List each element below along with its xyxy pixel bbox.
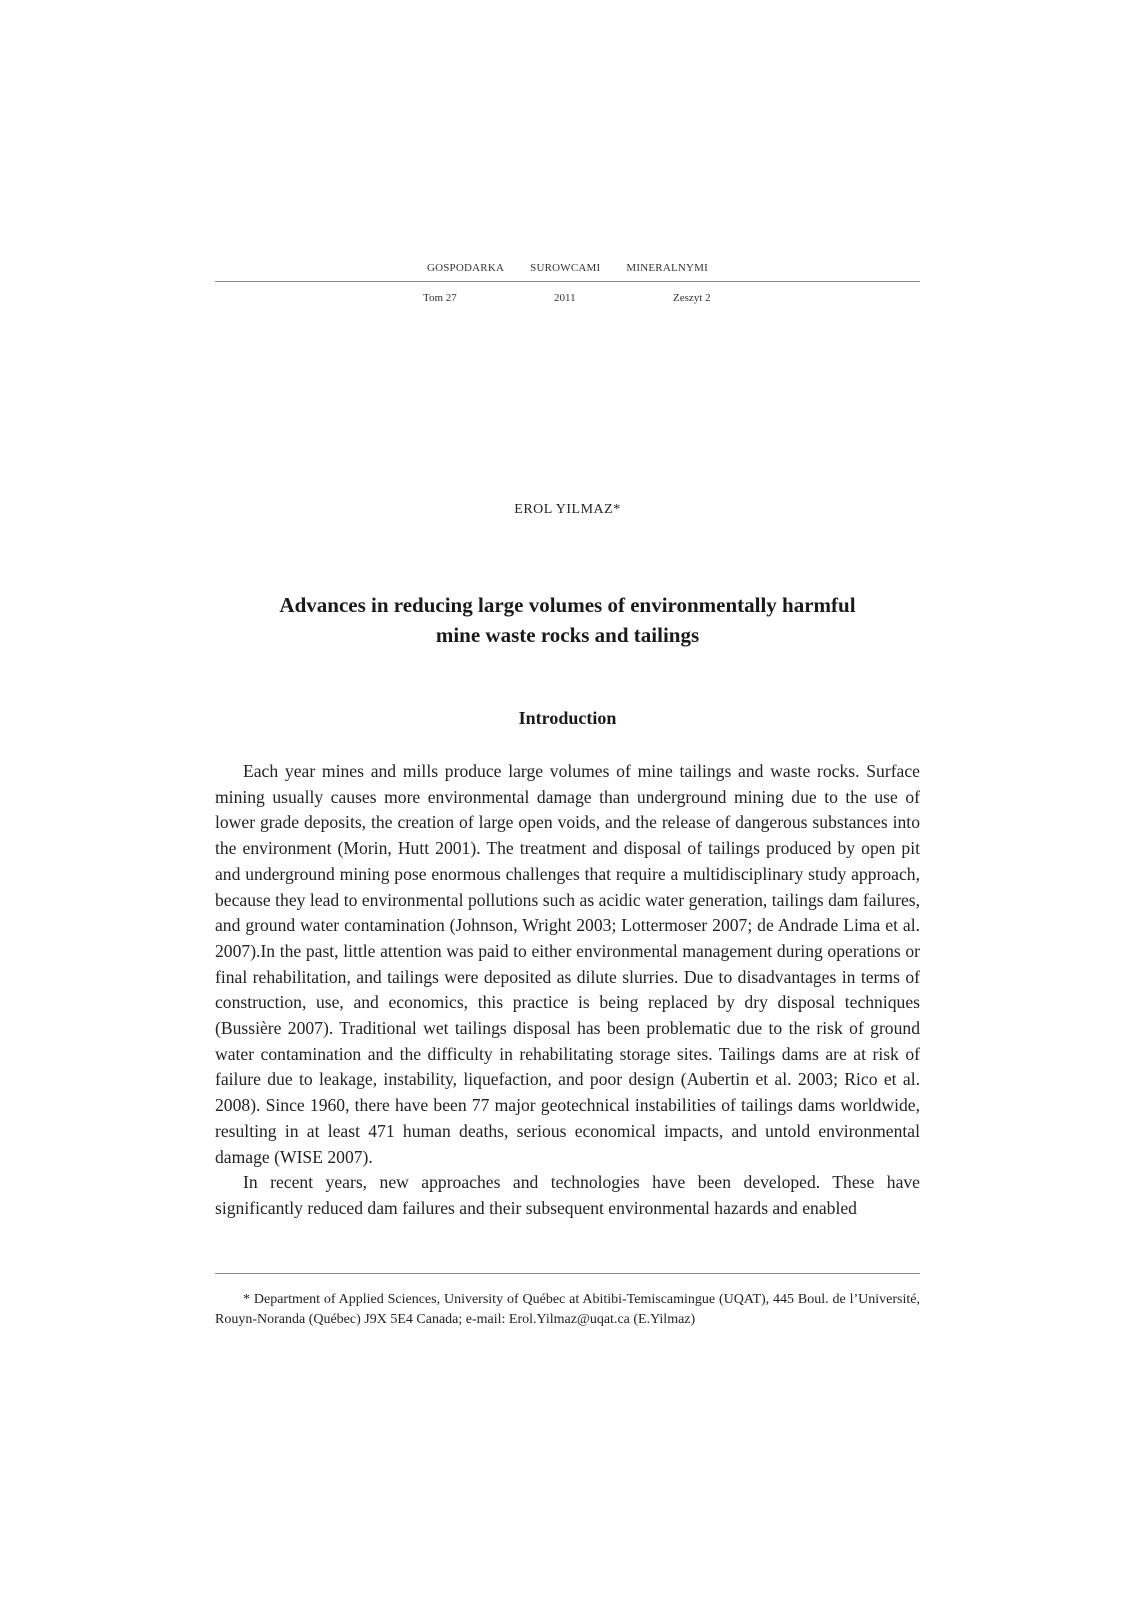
journal-name-word: GOSPODARKA [426, 262, 505, 274]
article-title-line: Advances in reducing large volumes of environmentally harmful [279, 593, 856, 617]
issue-info [215, 292, 920, 312]
footnote-divider [215, 1273, 920, 1274]
article-title-line: mine waste rocks and tailings [435, 623, 700, 647]
footnote: * Department of Applied Sciences, University of Québec at Abitibi-Temiscamingue (UQAT), 445 Boul. de l’Université, Rouyn-Noranda (Québec) J9X 5E4 Canada; e-mail: Erol.Yilmaz@uqat.ca (E.Yilmaz) [215, 1292, 920, 1327]
journal-issue: Zeszyt 2 [673, 292, 711, 304]
article-title [215, 590, 920, 650]
journal-name-word: MINERALNYMI [626, 262, 709, 274]
journal-volume: Tom 27 [423, 292, 457, 304]
journal-name [215, 262, 920, 278]
section-heading: Introduction [518, 708, 617, 728]
journal-name-word: SUROWCAMI [530, 262, 601, 274]
paragraph: Each year mines and mills produce large volumes of mine tailings and waste rocks. Surface mining usually causes more environmental damage than underground mining due to the use of lower grade deposits, the creation of large open voids, and the release of dangerous substances into the environment (Morin, Hutt 2001). The treatment and disposal of tailings produced by open pit and underground mining pose enormous challenges that require a multidisciplinary study approach, because they lead to environmental pollutions such as acidic water generation, tailings dam failures, and ground water contamination (Johnson, Wright 2003; Lottermoser 2007; de Andrade Lima et al. 2007).In the past, little attention was paid to either environmental management during operations or final rehabilitation, and tailings were deposited as dilute slurries. Due to disadvantages in terms of construction, use, and economics, this practice is being replaced by dry disposal techniques (Bussière 2007). Traditional wet tailings disposal has been problematic due to the risk of ground water contamination and the difficulty in rehabilitating storage sites. Tailings dams are at risk of failure due to leakage, instability, liquefaction, and poor design (Aubertin et al. 2003; Rico et al. 2008). Since 1960, there have been 77 major geotechnical instabilities of tailings dams worldwide, resulting in at least 471 human deaths, serious economical impacts, and untold environmental damage (WISE 2007). [215, 761, 920, 1167]
header-divider [215, 281, 920, 282]
journal-header [215, 262, 920, 312]
journal-year: 2011 [554, 292, 576, 304]
paragraph: In recent years, new approaches and technologies have been developed. These have significantly reduced dam failures and their subsequent environmental hazards and enabled [215, 1172, 920, 1218]
body-text [215, 759, 920, 1222]
author-name: EROL YILMAZ* [514, 502, 621, 517]
